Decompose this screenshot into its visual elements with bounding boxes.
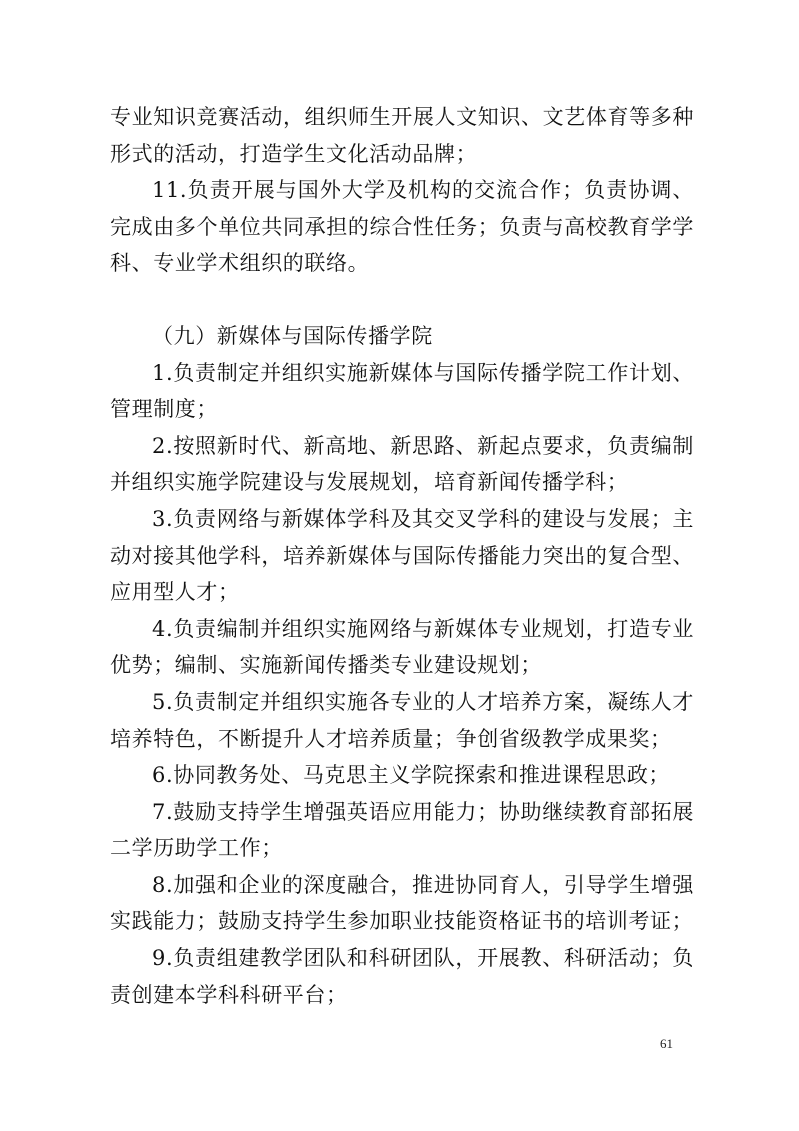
list-item-6: 6.协同教务处、马克思主义学院探索和推进课程思政；	[152, 763, 671, 788]
list-item-5: 5.负责制定并组织实施各专业的人才培养方案，凝练人才培养特色，不断提升人才培养质量；争创省级教学成果奖；	[110, 689, 694, 751]
continued-paragraph: 专业知识竞赛活动，组织师生开展人文知识、文艺体育等多种形式的活动，打造学生文化活动品牌；	[110, 105, 694, 166]
list-item-9: 9.负责组建教学团队和科研团队，开展教、科研活动；负责创建本学科科研平台；	[110, 946, 694, 1007]
list-item-8: 8.加强和企业的深度融合，推进协同育人，引导学生增强实践能力；鼓励支持学生参加职业技能资格证书的培训考证；	[110, 872, 694, 934]
list-item-11: 11.负责开展与国外大学及机构的交流合作；负责协调、完成由多个单位共同承担的综合性任务；负责与高校教育学学科、专业学术组织的联络。	[110, 178, 694, 276]
list-item-7: 7.鼓励支持学生增强英语应用能力；协助继续教育部拓展二学历助学工作；	[110, 799, 694, 861]
list-item-3: 3.负责网络与新媒体学科及其交叉学科的建设与发展；主动对接其他学科，培养新媒体与国际传播能力突出的复合型、应用型人才；	[110, 506, 694, 605]
list-item-4: 4.负责编制并组织实施网络与新媒体专业规划，打造专业优势；编制、实施新闻传播类专业建设规划；	[110, 616, 694, 678]
list-item-1: 1.负责制定并组织实施新媒体与国际传播学院工作计划、管理制度；	[110, 360, 694, 422]
list-item-2: 2.按照新时代、新高地、新思路、新起点要求，负责编制并组织实施学院建设与发展规划，培育新闻传播学科；	[110, 433, 694, 495]
document-body	[110, 99, 694, 1013]
page-number: 61	[660, 1036, 673, 1051]
section-spacer	[110, 282, 694, 318]
section-heading: （九）新媒体与国际传播学院	[152, 323, 433, 348]
